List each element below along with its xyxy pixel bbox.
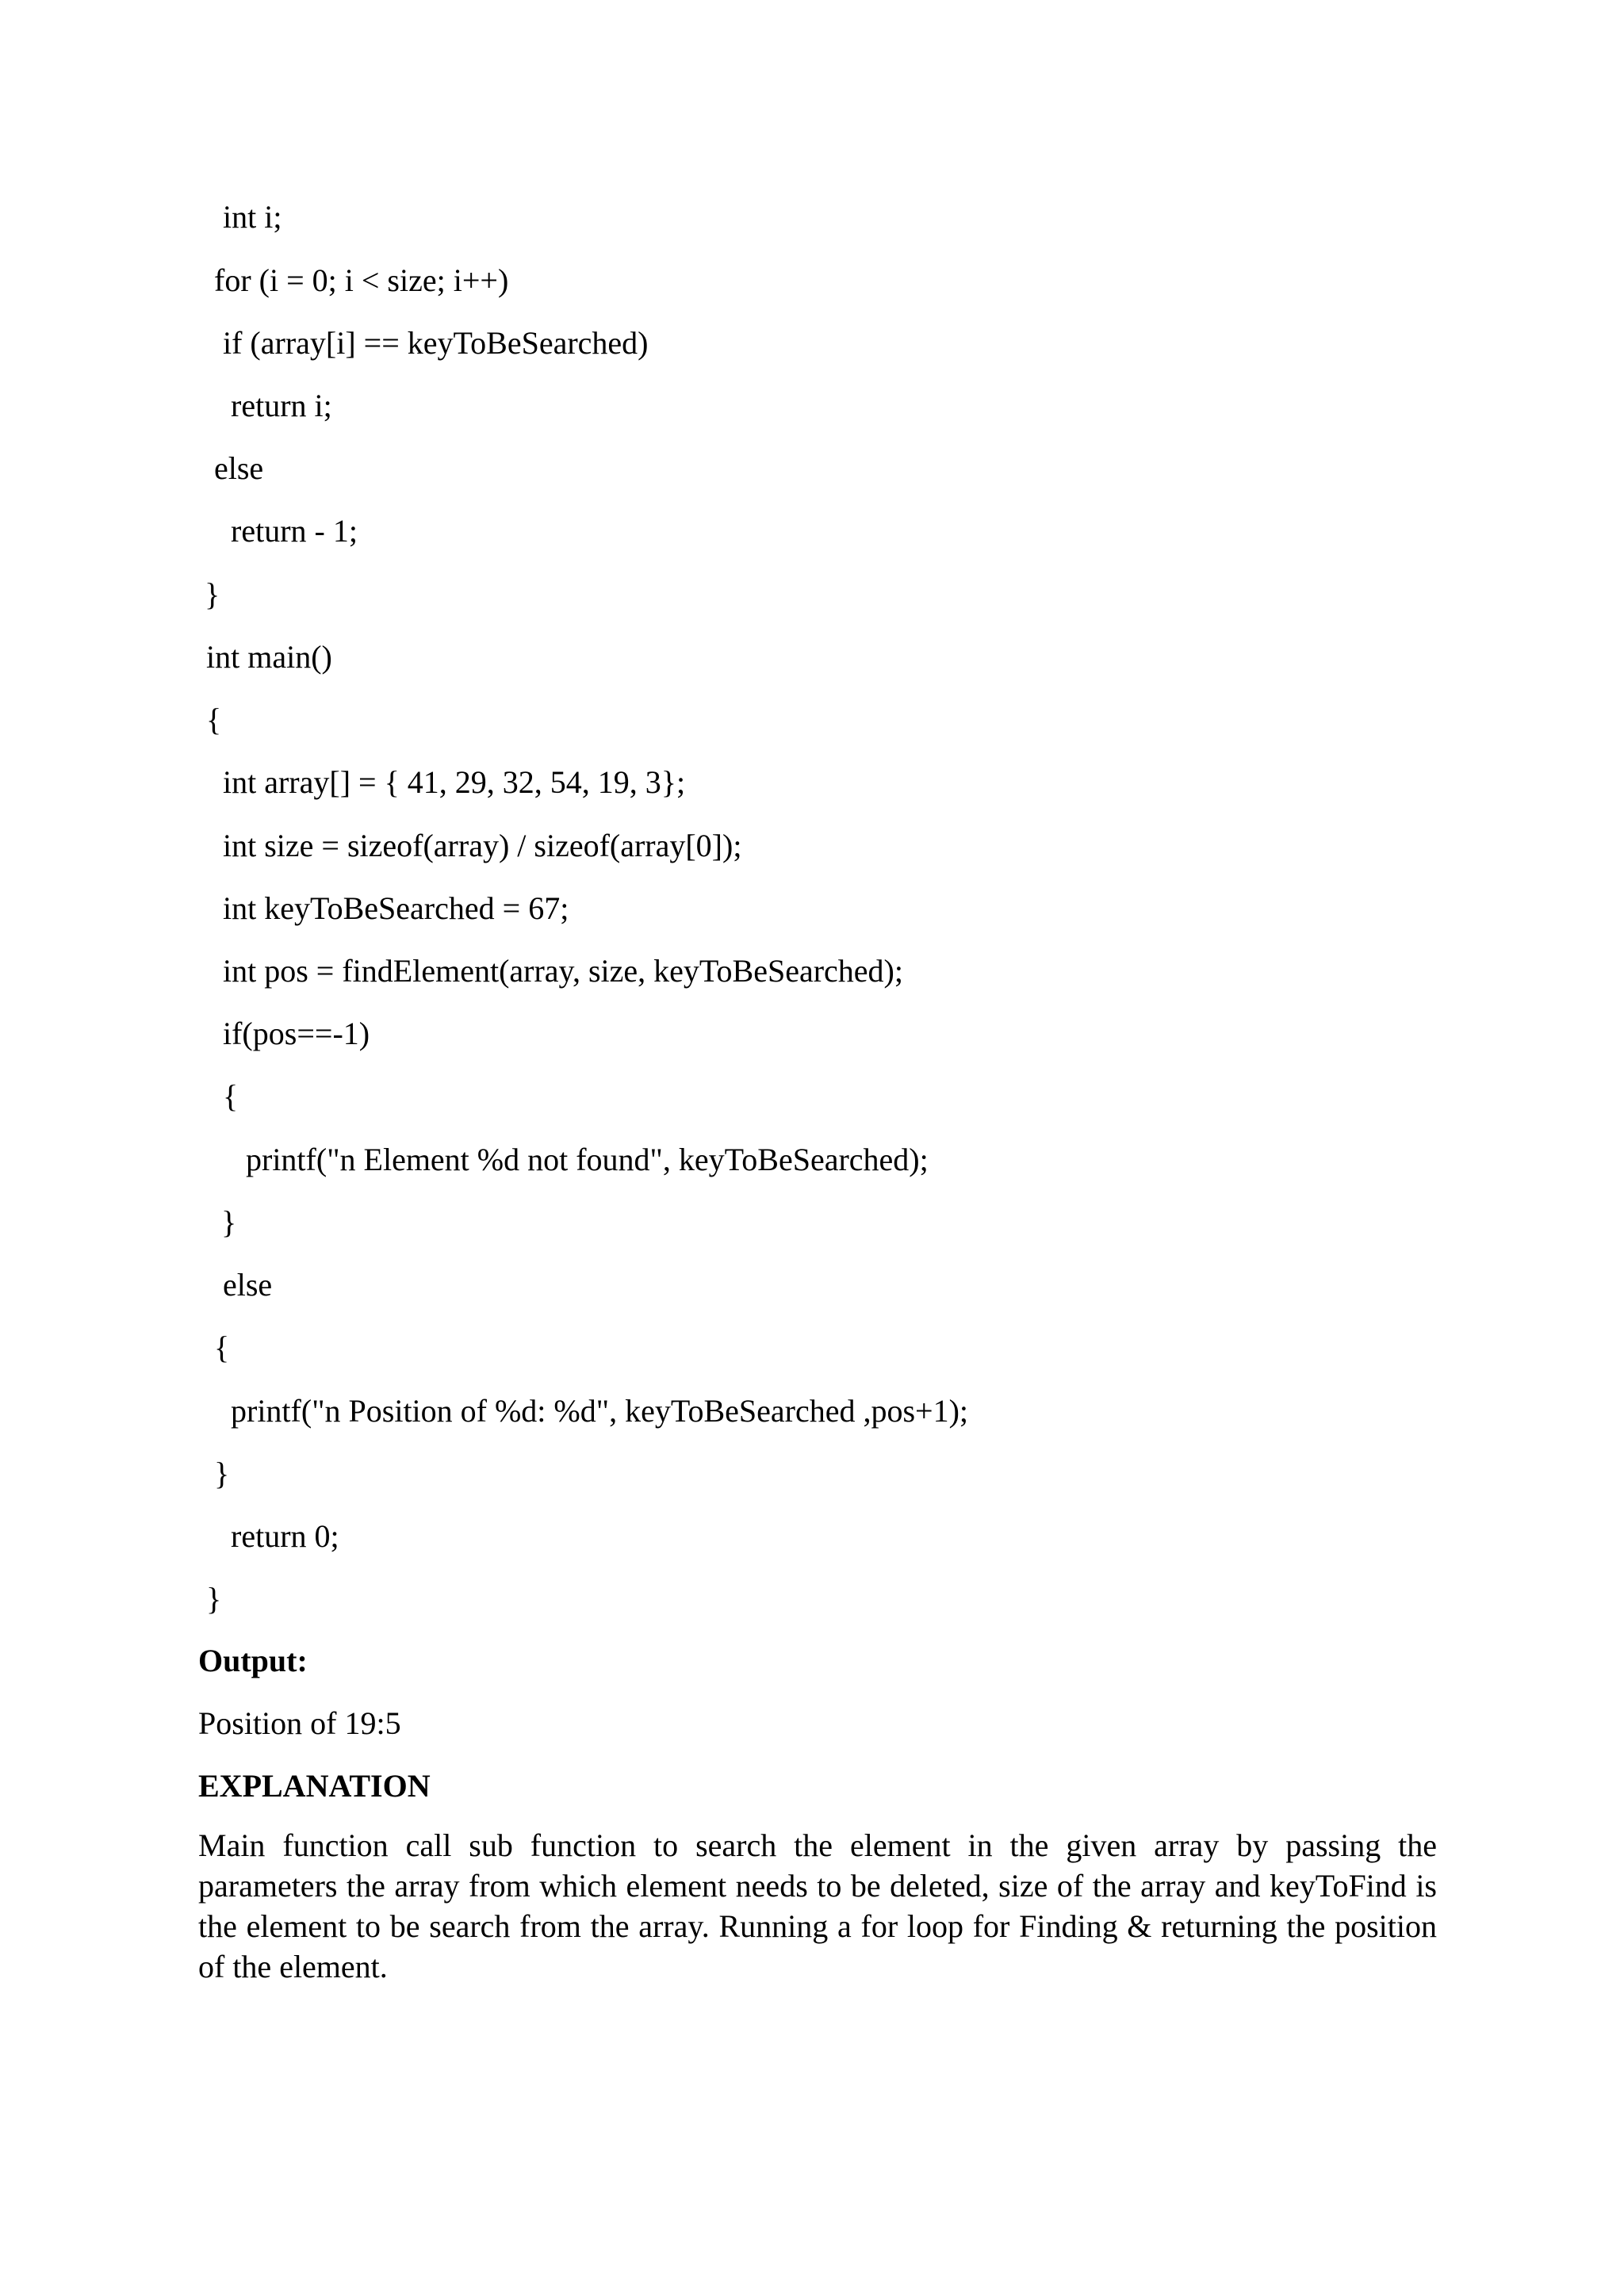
code-line: } [221,1204,237,1240]
code-line: { [214,1330,230,1365]
code-line: return 0; [231,1518,339,1554]
code-line: int keyToBeSearched = 67; [223,890,569,926]
code-line: else [214,450,264,486]
code-line: return i; [231,388,332,423]
code-line: } [206,1581,222,1617]
code-line: return - 1; [231,513,358,549]
code-line: int pos = findElement(array, size, keyToBeSearched); [223,953,903,989]
code-line: { [223,1078,239,1114]
code-line: else [223,1267,273,1303]
code-line: if (array[i] == keyToBeSearched) [223,325,649,361]
explanation-paragraph: Main function call sub function to search the element in the given array by passing the parameters the array from which element needs to be deleted, size of the array and keyToFind is the element to be search from the array. Running a for loop for Finding & returning the position of the element. [198,1827,1437,1984]
code-line: int main() [206,639,332,675]
code-line: printf("n Element %d not found", keyToBeSearched); [246,1142,929,1177]
explanation-heading: EXPLANATION [198,1768,431,1804]
code-line: } [205,576,220,612]
code-line: int array[] = { 41, 29, 32, 54, 19, 3}; [223,764,686,800]
code-line: int i; [223,199,282,235]
code-line: } [214,1456,230,1491]
output-heading: Output: [198,1643,308,1678]
code-line: if(pos==-1) [223,1016,370,1051]
code-line: printf("n Position of %d: %d", keyToBeSearched ,pos+1); [231,1393,969,1429]
output-text: Position of 19:5 [198,1705,401,1741]
code-line: int size = sizeof(array) / sizeof(array[0]); [223,828,742,863]
code-line: for (i = 0; i < size; i++) [214,262,509,298]
code-line: { [206,702,222,737]
